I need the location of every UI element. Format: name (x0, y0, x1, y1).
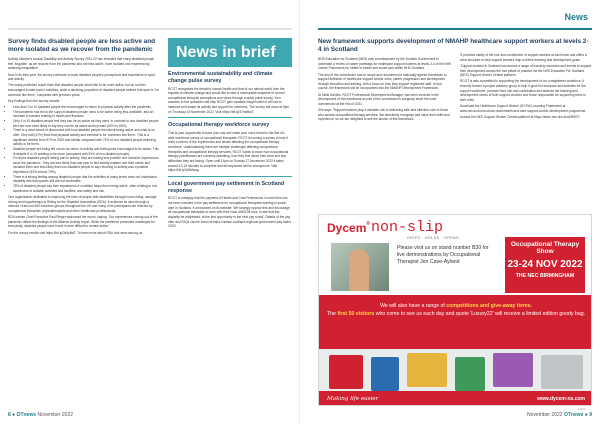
product-image (407, 353, 447, 387)
product-image (371, 357, 399, 391)
footer-brand: OTnews (16, 412, 37, 418)
advert-tagline: Making life easier (327, 396, 379, 402)
nhs-paragraph: The aim of the commission was to scope and recommend a nationally agreed framework to support definition of healthcare support worker roles, career progression and development through education and training, with a focus on how they support registered staff. In due course, the framework will be incorporated into the NMAHP Development Framework. (318, 72, 447, 91)
banner-highlight: competitions and give-away items. (446, 303, 532, 309)
competition-banner (319, 295, 592, 349)
news-in-brief-banner: News in brief (168, 38, 292, 67)
brief-item-headline: Occupational therapy workforce survey (168, 122, 270, 129)
nhs-body-col-1 (318, 57, 452, 122)
product-image (455, 357, 485, 391)
survey-body (8, 57, 160, 235)
banner-highlight: first 50 visitors (337, 310, 375, 317)
footer-separator-icon: ● (12, 412, 16, 418)
brief-item-workforce (168, 122, 292, 177)
survey-findings-intro: Key findings from the survey include: (8, 98, 61, 103)
list-item: • For those disabled people taking part in activity, they are having less positive and inclusive experiences since the pandemic. They are less likely than last year to feel activity leaders met their needs and included them and less likely than non-disabled people to say returning to activity was a positive experience (52% versus 70%). (13, 156, 160, 175)
divider (168, 117, 292, 118)
survey-paragraph-3: The newly published report finds that disabled people would like to be more active, but do not feel encouraged to take part in activities, while a declining proportion of disabled people believe that sport is 'for someone like them', compared with previous years. (8, 83, 159, 97)
product-image (329, 355, 363, 389)
advert-url: www.dycem-ns.com (537, 396, 585, 402)
therapist-photo (331, 243, 389, 291)
survey-headline: Survey finds disabled people are less active and more isolated as we recover from the pandemic (8, 38, 156, 53)
product-image (493, 353, 533, 387)
top-rule (318, 28, 592, 30)
list-item: • There is a clear sense of disconnect with how disabled people feel about being active and what is on offer. Only half (47%) think that physical activity and exercise is for 'someone like them'. This is a significant decline from 57% in 2020 and similar compared with 72% of non-disabled people believing activity is for them. (13, 128, 160, 147)
brief-item-text: RCOT is unhappy that the payment of Health and Care Professions Council fees has not been included in the pay settlement for occupational therapists working in social care in Scotland. It announced on its website: 'We strongly oppose this and encourage all occupational therapists to work with their local UNISON reps, to ask that this disparity be addressed, at the first opportunity in the next pay round'. Details of the pay offer and FAQs can be found at https://unison-scotland.org/local-government-pay-ballot-2022/. (168, 196, 292, 229)
nhs-paragraph: NHS Education for Scotland (NES) was commissioned by the Scottish Government to undertake a review of career pathways for healthcare support workers at levels 2-4 of the NHS Career Framework for health in health and social care within NHS Scotland. (318, 57, 452, 71)
footer-date: November 2022 (526, 412, 563, 418)
show-venue: THE NEC BIRMINGHAM (515, 273, 575, 279)
list-item: • Less than 3 in 10 disabled people feel encouraged to return to physical activity after the pandemic. (13, 105, 160, 110)
nhs-paragraph: Access the NES Support Worker Central platform at https://learn.nes.nhs.scot/39970 (460, 115, 580, 120)
nhs-paragraph: RCOT is also committed to supporting the development of our unregistered workforce. It recently formed a project advisory group to help it grow its resources and activities for the support workforce, promote their role and contribution and address the learning and development needs of both support workers and those responsible for supporting them in their roles. (460, 79, 586, 102)
banner-text: We will also have a range of (380, 303, 447, 309)
brief-item-headline: Local government pay settlement in Scotland response (168, 180, 285, 194)
survey-findings-list (8, 105, 160, 193)
list-item: • Only 4 in 10 disabled people feel they can be as active as they want, in contrast to non-disabled people who are now more likely to say they can be as active as they want (62% to 69%). (13, 119, 160, 128)
brief-item-sustainability (168, 71, 292, 118)
footer-date: November 2022 (37, 412, 74, 418)
page-number: 9 (589, 412, 592, 418)
show-dates: 23-24 NOV 2022 (507, 259, 583, 270)
survey-article (8, 38, 160, 237)
person-figure (349, 249, 369, 291)
product-strapline: GRIPS · HOLDS · OPENS (407, 236, 459, 240)
divider (168, 176, 292, 177)
stand-visit-text: Please visit us on stand number B30 for live demonstrations by Occupational Therapist Jen Cave-Ayland (397, 245, 489, 265)
survey-paragraph-4: One organisation dedicated to improving the lives of people with disabilities through horse riding, carriage driving and hippotherapy is Riding for the Disabled Association (RDA). It achieves its aims through a network of around 450 volunteer groups throughout the UK and many of its participants are referred by occupational therapists, physiotherapists and other healthcare professionals. (8, 194, 157, 213)
advert-footer (319, 391, 592, 405)
right-footer (527, 412, 592, 418)
competition-line-2 (319, 311, 592, 319)
banner-text: who come to see us each day and quote 'Luxury22' will receive a limited edition goody bag. (374, 310, 586, 317)
banner-text: The (326, 310, 338, 317)
nhs-paragraph: Dr Nikki Daniels, RCOT Professional Development Manager, has been involved in the development of this framework as part of the commission's subgroup since the work commenced at the end of 2021. (318, 92, 439, 106)
survey-paragraph-5: RDA Interim Chief Executive Paul Ringer welcomed the report, saying: 'Our experiences coming out of the pandemic reflect the findings of the Alliance Activity report. While the pandemic presented challenges for everybody, disabled people have found it more difficult to remain active.' (8, 215, 158, 229)
ad-code: 11/22 (578, 407, 586, 411)
nhs-body-col-2-text (460, 53, 592, 120)
dycem-brand: Dycem (327, 221, 367, 235)
nhs-paragraph: Download the Healthcare Support Worker (HCSW) Learning Framework at www.nes.scot.nhs.uk/our-work/health-and-care-support-worker-development-programme. (460, 104, 587, 113)
nhs-body-col-2 (460, 53, 592, 121)
brief-item-text: RCOT recognises the threat to human health and that of our natural world from the impacts of climate change and would like to take a measurable snapshot of current occupational therapist perceptions and views through a quick pulse survey. Your answers to five questions will help RCOT gain valuable insight which it will use to measure and shape its activity and support for members. The survey will close at 5pm on Thursday 24 November 2022. Visit https://bit.ly/37mnBwT. (168, 86, 290, 114)
survey-intro: Activity Alliance's Annual Disability and Activity Survey 2021-22 has revealed that many disabled people feel 'forgotten' as we recover from the pandemic and are less active, more isolated and experiencing widening inequalities'. (8, 57, 155, 71)
top-rule (8, 28, 292, 30)
nhs-paragraph: 'It provides clarity of the role and contribution of support workers at each level and offers a clear structure to help support workers map out their learning and development goals. (460, 53, 587, 62)
page-number: 8 (8, 412, 11, 418)
left-footer (8, 412, 73, 418)
show-title: Occupational Therapy Show (510, 241, 580, 256)
list-item: • There is a strong feeling among disabled people that the activities at many levels does not understand disability and that spaces still are not accessible. (13, 175, 160, 184)
dycem-logo (327, 221, 370, 235)
brief-item-headline: Environmental sustainability and climate change pulse survey (168, 71, 273, 84)
list-item: • The pandemic has led to the support disabled people need to be active being less available, and an increase in barriers relating to health and finances. (13, 110, 160, 119)
brief-item-pay-settlement (168, 181, 292, 229)
competition-line-1 (319, 303, 592, 311)
news-in-brief (168, 38, 292, 229)
section-label: News (564, 12, 588, 22)
footer-separator-icon: ● (584, 412, 588, 418)
nhs-paragraph: 'Support workers in Scotland can access a range of learning resources and events to support their development across the four pillars of practice via the NHS Education For Scotland (NES) Support Worker Central platform. (460, 63, 592, 78)
nhs-headline: New framework supports development of NMAHP healthcare support workers at levels 2-4 in Scotland (318, 38, 589, 53)
product-name: non-slip (371, 219, 444, 236)
registered-mark: ® (366, 221, 371, 227)
product-image (541, 355, 583, 389)
list-item: • 78% of disabled people say their impairment or condition stops them being active, often relating to low awareness of suitable activities and facilities, and safety and risk. (13, 184, 160, 193)
list-item: • Disabled people are being left out as we return to activity and feeling less encouraged to be active. This is despite 8 in 10 wanting to be more (compared with 51% of non-disabled people). (13, 147, 160, 156)
dycem-advert (318, 214, 592, 406)
survey-paragraph-2: Now in its third year, the survey continues to track disabled people's perceptions and experience of sport and activity. (8, 72, 156, 82)
brief-item-text: This is your opportunity to have your say and make your voice heard in the first UK-wide workforce survey of occupational therapists. RCOT is running a survey to help it build a picture of the experiences and issues affecting the occupational therapy workforce. Understanding there are multiple challenges affecting occupational therapists and occupational therapy services, RCOT wants to know how occupational therapy practitioners are currently operating, how they feel about their work and any difficulties they are facing. Open until 11pm on Sunday 27 November 2022 it takes around 10-15 minutes to complete and all responses will be anonymous. Visit https://bit.ly/3z5Mwag. (168, 131, 289, 173)
nhs-paragraph: She says: 'Support workers play a valuable role in delivering safe and effective care to those who access occupational therapy services. We absolutely recognise and value their skills and experience, so we are delighted to see the launch of this framework. (318, 108, 450, 122)
footer-brand: OTnews (563, 412, 584, 418)
survey-paragraph-6: For the survey results visit https://bit.ly/3z9p8wT. To learn more about RDA visit www.rda.org.uk. (8, 230, 144, 235)
